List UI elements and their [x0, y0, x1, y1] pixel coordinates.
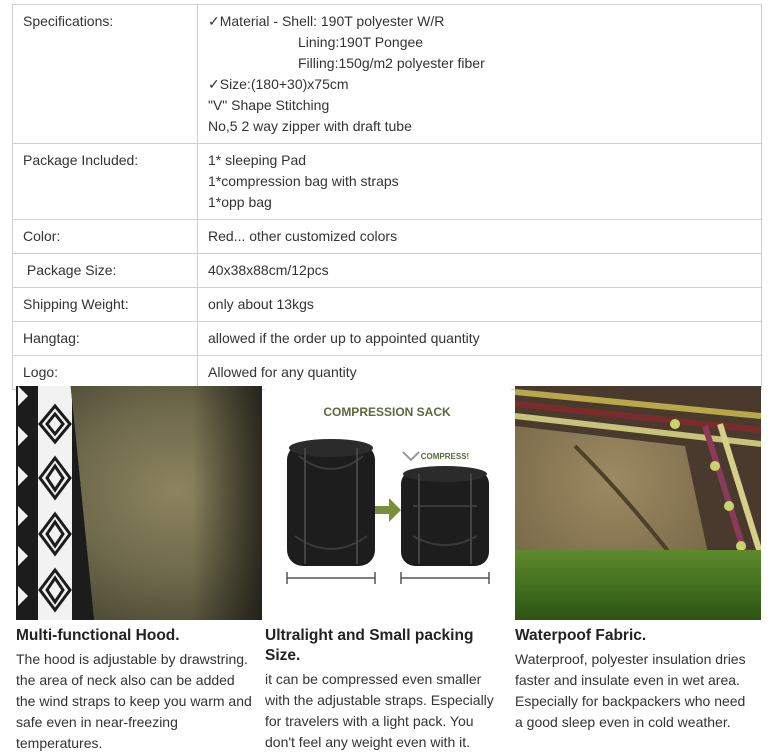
- spec-line: ✓Size:(180+30)x75cm: [208, 76, 349, 92]
- fabric-photo: [515, 386, 761, 620]
- spec-row-color: [13, 220, 762, 254]
- feature-title: Ultralight and Small packing Size.: [265, 627, 474, 664]
- feature-hood: [16, 386, 262, 754]
- spec-row-package-size: [13, 254, 762, 288]
- spec-label: Package Included:: [13, 144, 198, 220]
- hood-photo: [16, 386, 262, 620]
- spec-row-specifications: [13, 5, 762, 144]
- spec-line: Lining:190T Pongee: [298, 34, 424, 50]
- spec-row-hangtag: [13, 322, 762, 356]
- spec-line: 1*opp bag: [208, 194, 272, 210]
- compression-photo: [265, 386, 511, 620]
- compression-heading: COMPRESSION SACK: [323, 405, 451, 419]
- spec-line: 1* sleeping Pad: [208, 152, 307, 168]
- spec-label: Logo:: [13, 356, 198, 390]
- feature-description: The hood is adjustable by drawstring. the area of neck also can be added the wind straps to keep you warm and safe even in near-freezing temperatures.: [16, 651, 252, 751]
- feature-title: Waterpoof Fabric.: [515, 627, 647, 644]
- spec-row-package-included: [13, 144, 762, 220]
- feature-fabric: [515, 386, 761, 733]
- feature-description: it can be compressed even smaller with the adjustable straps. Especially for travelers with a light pack. You don't feel any weight even with it.: [265, 671, 494, 750]
- spec-value: only about 13kgs: [198, 288, 762, 322]
- spec-value: Red... other customized colors: [198, 220, 762, 254]
- spec-line: No,5 2 way zipper with draft tube: [208, 118, 412, 134]
- spec-value: allowed if the order up to appointed quantity: [198, 322, 762, 356]
- spec-label: Package Size:: [13, 254, 198, 288]
- spec-row-logo: [13, 356, 762, 390]
- spec-line: 1*compression bag with straps: [208, 173, 399, 189]
- spec-label: Color:: [13, 220, 198, 254]
- spec-line: Filling:150g/m2 polyester fiber: [298, 55, 485, 71]
- feature-compression: [265, 386, 511, 753]
- spec-value: 40x38x88cm/12pcs: [198, 254, 762, 288]
- feature-title: Multi-functional Hood.: [16, 627, 180, 644]
- spec-label: Shipping Weight:: [13, 288, 198, 322]
- spec-label: Hangtag:: [13, 322, 198, 356]
- spec-value: Allowed for any quantity: [198, 356, 762, 390]
- spec-row-shipping-weight: [13, 288, 762, 322]
- spec-value: [198, 5, 762, 144]
- feature-description: Waterproof, polyester insulation dries faster and insulate even in wet area. Especially for backpackers who need a good sleep even in cold weather.: [515, 651, 746, 730]
- compress-badge: COMPRESS!: [420, 452, 470, 461]
- spec-value: [198, 144, 762, 220]
- spec-line: ✓Material - Shell: 190T polyester W/R: [208, 13, 445, 29]
- spec-label: Specifications:: [13, 5, 198, 144]
- spec-line: "V" Shape Stitching: [208, 97, 330, 113]
- spec-table: [12, 4, 762, 390]
